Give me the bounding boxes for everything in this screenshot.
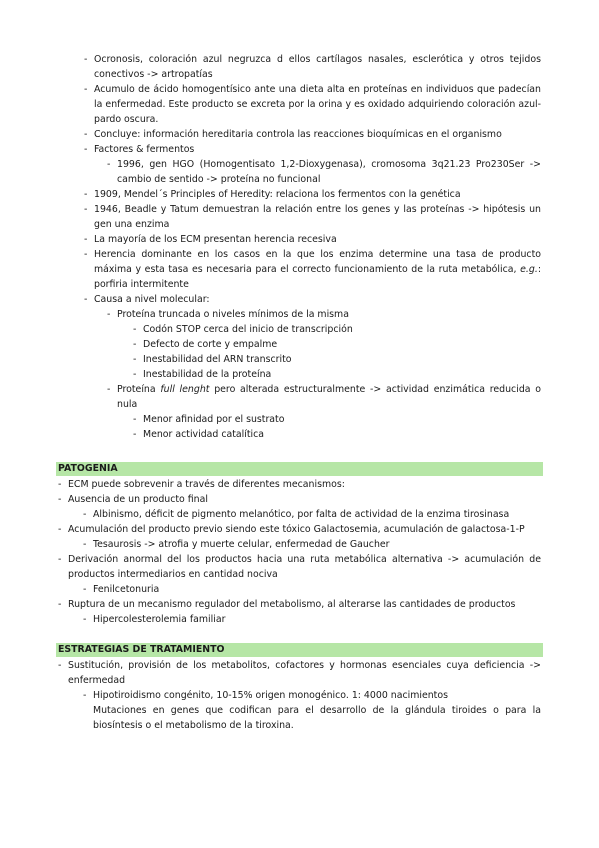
dash-bullet: - [84,249,88,260]
dash-bullet: - [58,494,62,505]
list-item: - Sustitución, provisión de los metabolitos, cofactores y hormonas esenciales cuya deficiencia -> enfermedad [58,660,541,686]
dash-bullet: - [58,524,62,535]
dash-bullet: - [133,369,137,380]
dash-bullet: - [84,204,88,215]
dash-bullet: - [107,309,111,320]
list-item: - Ocronosis, coloración azul negruzca d ellos cartílagos nasales, esclerótica y otros tejidos conectivos -> artropatías [84,54,541,80]
dash-bullet: - [133,354,137,365]
dash-bullet: - [83,539,87,550]
dash-bullet: - [133,324,137,335]
dash-bullet: - [58,660,62,671]
list-item: - Proteína full lenght pero alterada estructuralmente -> actividad enzimática reducida o nula [107,384,541,410]
list-item: - 1946, Beadle y Tatum demuestran la relación entre los genes y las proteínas -> hipótesis un gen una enzima [84,204,541,230]
dash-bullet: - [84,129,88,140]
dash-bullet: - [83,584,87,595]
list-item: - La mayoría de los ECM presentan herencia recesiva [84,234,337,245]
list-item: - Acumulación del producto previo siendo este tóxico Galactosemia, acumulación de galactosa-1-P [58,524,525,535]
dash-bullet: - [133,414,137,425]
dash-bullet: - [133,339,137,350]
dash-bullet: - [58,554,62,565]
list-item: - Hipercolesterolemia familiar [83,614,226,625]
list-item: - Herencia dominante en los casos en la que los enzima determine una tasa de producto máxima y esta tasa es necesaria para el correcto funcionamiento de la ruta metabólica, e.g.: porfiria intermitente [84,249,541,290]
list-item: - Inestabilidad del ARN transcrito [133,354,292,365]
list-item: - Inestabilidad de la proteína [133,369,272,380]
list-item: - Fenilcetonuria [83,584,160,595]
list-item: - Albinismo, déficit de pigmento melanótico, por falta de actividad de la enzima tirosinasa [83,509,510,520]
list-item: - Ruptura de un mecanismo regulador del metabolismo, al alterarse las cantidades de productos [58,599,516,610]
dash-bullet: - [83,690,87,701]
dash-bullet: - [83,509,87,520]
list-item: - Derivación anormal del los productos hacia una ruta metabólica alternativa -> acumulación de productos intermediarios en cantidad nociva [58,554,541,580]
list-item: - Hipotiroidismo congénito, 10-15% origen monogénico. 1: 4000 nacimientos [83,690,448,701]
list-item: - Menor afinidad por el sustrato [133,414,285,425]
document-page [0,52,599,733]
list-item: - Tesaurosis -> atrofia y muerte celular, enfermedad de Gaucher [83,539,390,550]
dash-bullet: - [84,144,88,155]
dash-bullet: - [84,84,88,95]
section-heading-estrategias: ESTRATEGIAS DE TRATAMIENTO [56,643,543,657]
dash-bullet: - [107,159,111,170]
dash-bullet: - [84,189,88,200]
paragraph: Mutaciones en genes que codifican para el desarrollo de la glándula tiroides o para la biosíntesis o el metabolismo de la tiroxina. [93,705,541,731]
dash-bullet: - [107,384,111,395]
list-item: - Menor actividad catalítica [133,429,265,440]
list-item: - Ausencia de un producto final [58,494,208,505]
dash-bullet: - [58,479,62,490]
list-item: - Acumulo de ácido homogentísico ante una dieta alta en proteínas en individuos que padecían la enfermedad. Este producto se excreta por la orina y es oxidado adquiriendo coloración azul-pardo oscura. [84,84,541,125]
list-item: - Causa a nivel molecular: [84,294,210,305]
dash-bullet: - [58,599,62,610]
list-item: - ECM puede sobrevenir a través de diferentes mecanismos: [58,479,345,490]
list-item: - 1996, gen HGO (Homogentisato 1,2-Dioxygenasa), cromosoma 3q21.23 Pro230Ser -> cambio de sentido -> proteína no funcional [107,159,541,185]
dash-bullet: - [84,294,88,305]
dash-bullet: - [133,429,137,440]
list-item: - Factores & fermentos [84,144,195,155]
section-heading-patogenia: PATOGENIA [56,462,543,476]
list-item: - Defecto de corte y empalme [133,339,278,350]
list-item: - Concluye: información hereditaria controla las reacciones bioquímicas en el organismo [84,129,502,140]
dash-bullet: - [83,614,87,625]
list-item: - Proteína truncada o niveles mínimos de la misma [107,309,349,320]
dash-bullet: - [84,54,88,65]
list-item: - 1909, Mendel´s Principles of Heredity: relaciona los fermentos con la genética [84,189,461,200]
dash-bullet: - [84,234,88,245]
list-item: - Codón STOP cerca del inicio de transcripción [133,324,353,335]
